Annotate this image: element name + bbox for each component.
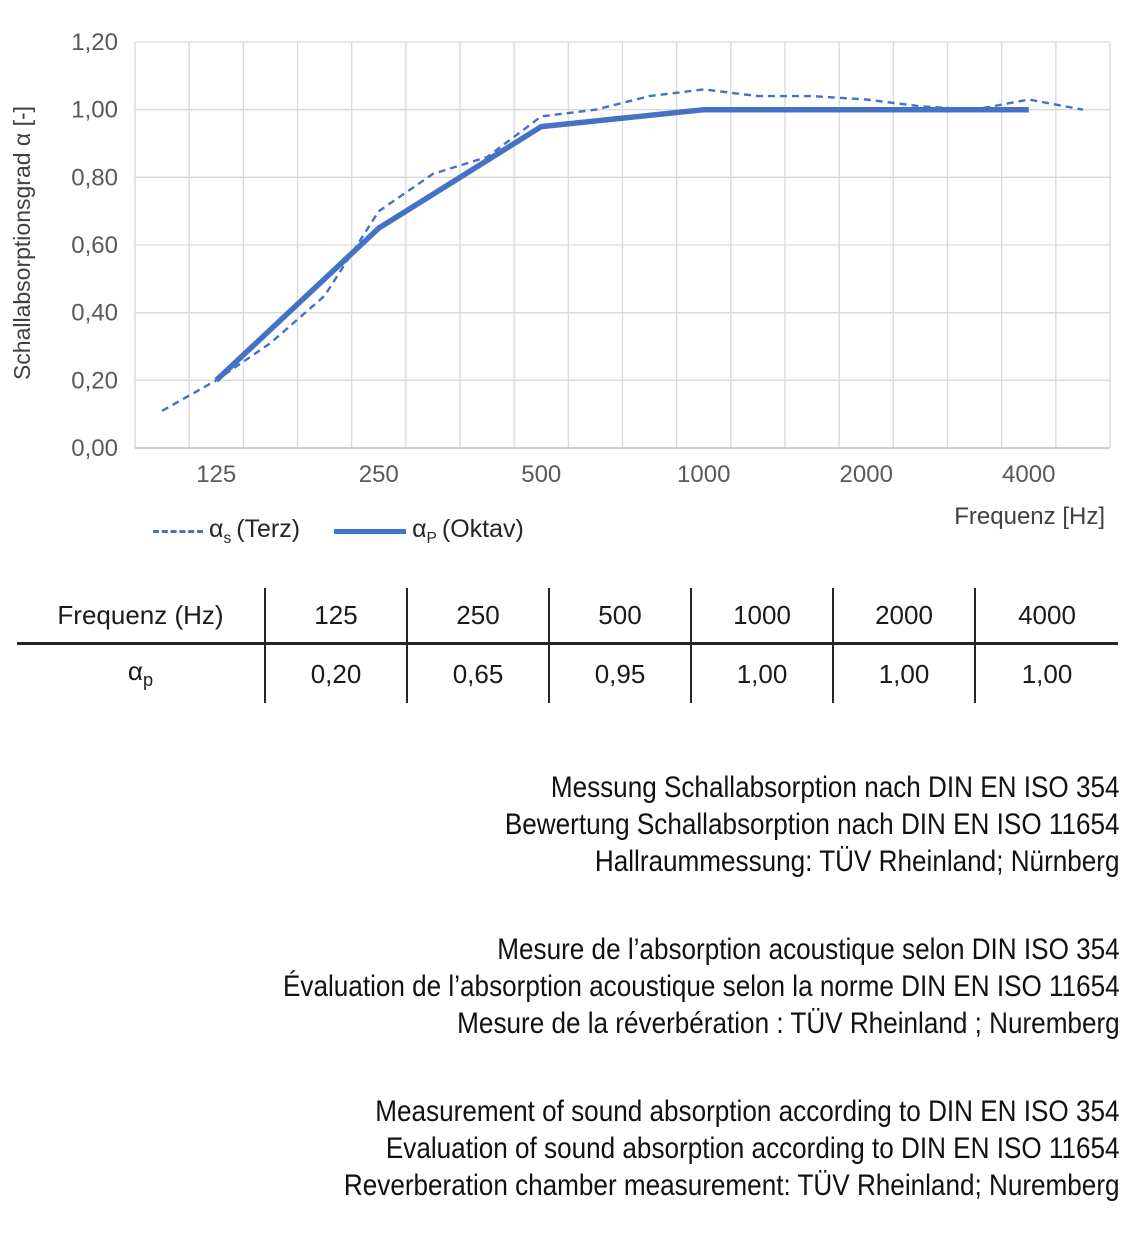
- legend-item-alpha-s: [153, 515, 300, 548]
- note-line: Bewertung Schallabsorption nach DIN EN ISO 11654: [505, 808, 1120, 841]
- table-header-500: 500: [550, 588, 692, 645]
- legend-label-alpha-p: $\alpha_P$ (Oktav): [412, 515, 524, 547]
- note-line: Reverberation chamber measurement: TÜV Rheinland; Nuremberg: [344, 1169, 1120, 1202]
- solid-line-swatch: [334, 529, 406, 534]
- table-value-500: 0,95: [550, 645, 692, 703]
- note-line: Hallraummessung: TÜV Rheinland; Nürnberg: [595, 845, 1120, 878]
- table-header-250: 250: [408, 588, 550, 645]
- y-tick-label: 1,00: [71, 96, 118, 124]
- x-tick-label: 1000: [677, 461, 731, 488]
- table-header-frequency: Frequenz (Hz): [17, 588, 266, 645]
- table-value-250: 0,65: [408, 645, 550, 703]
- table-value-125: 0,20: [266, 645, 408, 703]
- y-axis-title: Schallabsorptionsgrad α [-]: [9, 105, 35, 381]
- table-value-4000: 1,00: [1021, 658, 1073, 689]
- note-line: Mesure de l’absorption acoustique selon DIN ISO 354: [497, 933, 1120, 966]
- table-header-1000: 1000: [692, 588, 834, 645]
- table-header-125: 125: [266, 588, 408, 645]
- note-line: Evaluation of sound absorption according to DIN EN ISO 11654: [386, 1132, 1120, 1165]
- note-line: Évaluation de l’absorption acoustique selon la norme DIN EN ISO 11654: [283, 970, 1120, 1003]
- dashed-line-swatch: [153, 530, 203, 533]
- y-tick-label: 0,20: [71, 367, 118, 395]
- y-tick-label: 0,80: [71, 164, 118, 192]
- x-tick-label: 250: [358, 461, 399, 488]
- y-tick-label: 0,40: [71, 299, 118, 327]
- table-header-4000: 4000: [976, 588, 1118, 645]
- note-line: Measurement of sound absorption according to DIN EN ISO 354: [375, 1095, 1120, 1128]
- absorption-line-chart: [0, 0, 1135, 560]
- note-line: Mesure de la réverbération : TÜV Rheinland ; Nuremberg: [457, 1007, 1120, 1040]
- legend-label-alpha-s: $\alpha_s$ (Terz): [209, 515, 301, 547]
- table-value-1000: 1,00: [692, 645, 834, 703]
- chart-legend: [153, 515, 524, 548]
- table-header-2000: 2000: [834, 588, 976, 645]
- x-tick-label: 2000: [839, 461, 893, 488]
- x-tick-label: 500: [521, 461, 562, 488]
- notes-german: [505, 769, 1120, 880]
- x-tick-label: 125: [196, 461, 237, 488]
- x-axis-title: Frequenz [Hz]: [954, 503, 1105, 530]
- y-tick-label: 1,20: [71, 29, 118, 56]
- absorption-values-table: [17, 588, 1118, 703]
- legend-item-alpha-p: [334, 515, 524, 548]
- table-value-2000: 1,00: [834, 645, 976, 703]
- table-row-label-alpha-p: $\alpha_p$: [17, 645, 266, 703]
- y-tick-label: 0,00: [71, 435, 118, 462]
- notes-english: [344, 1093, 1120, 1204]
- note-line: Messung Schallabsorption nach DIN EN ISO 354: [551, 771, 1120, 804]
- notes-french: [283, 931, 1120, 1042]
- y-tick-label: 0,60: [71, 232, 118, 259]
- x-tick-label: 4000: [1002, 461, 1056, 488]
